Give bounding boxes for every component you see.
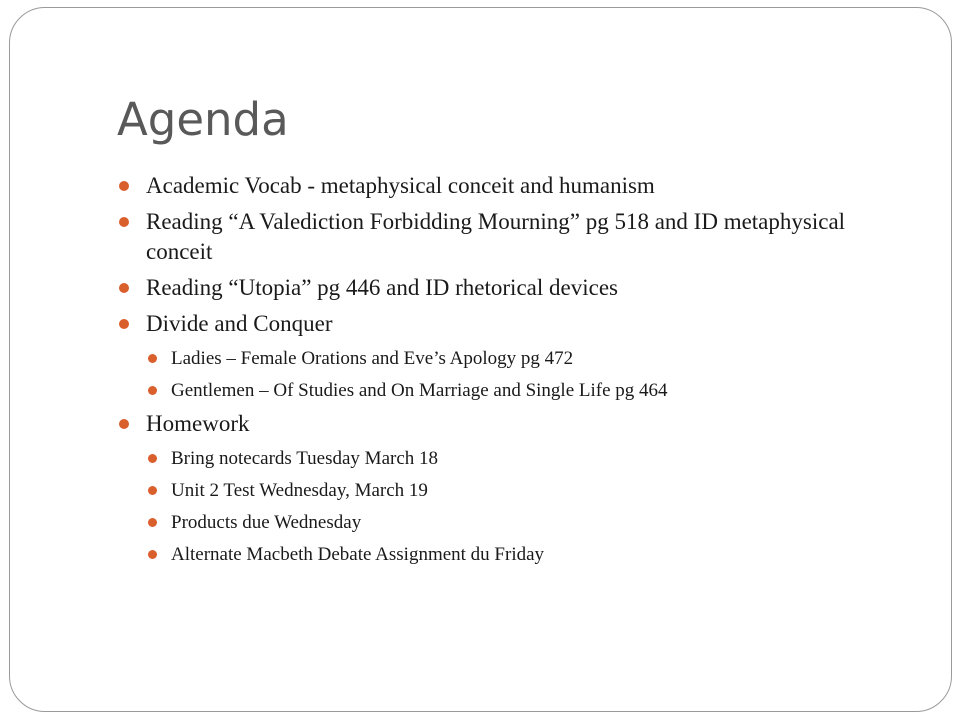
bullet-icon (148, 354, 157, 363)
agenda-item-homework (116, 409, 916, 439)
agenda-item-divide-conquer (116, 309, 916, 339)
slide (9, 7, 952, 712)
agenda-item-text: Reading “Utopia” pg 446 and ID rhetorical devices (146, 275, 618, 300)
sub-item-notecards (116, 447, 916, 471)
agenda-item-valediction (116, 207, 916, 267)
slide-title: Agenda (117, 93, 289, 146)
sub-item-text: Products due Wednesday (171, 512, 362, 533)
agenda-item-text: Academic Vocab - metaphysical conceit and humanism (146, 173, 655, 198)
agenda-list (116, 165, 916, 567)
agenda-item-text: Homework (146, 411, 250, 436)
sub-item-text: Alternate Macbeth Debate Assignment du Friday (171, 544, 545, 565)
agenda-item-text: Reading “A Valediction Forbidding Mourning” pg 518 and ID metaphysical conceit (146, 209, 846, 264)
sub-item-unit-test (116, 479, 916, 503)
sub-item-text: Unit 2 Test Wednesday, March 19 (171, 480, 428, 501)
bullet-icon (119, 181, 129, 191)
agenda-item-vocab (116, 171, 916, 201)
bullet-icon (148, 454, 157, 463)
bullet-icon (148, 518, 157, 527)
bullet-icon (148, 486, 157, 495)
sub-item-products (116, 511, 916, 535)
bullet-icon (119, 283, 129, 293)
sub-item-text: Gentlemen – Of Studies and On Marriage and Single Life pg 464 (171, 380, 668, 401)
bullet-icon (119, 319, 129, 329)
bullet-icon (148, 386, 157, 395)
bullet-icon (119, 217, 129, 227)
sub-item-gentlemen (116, 379, 916, 403)
agenda-item-text: Divide and Conquer (146, 311, 333, 336)
bullet-icon (119, 419, 129, 429)
bullet-icon (148, 550, 157, 559)
agenda-item-utopia (116, 273, 916, 303)
sub-item-macbeth-debate (116, 543, 916, 567)
sub-item-text: Bring notecards Tuesday March 18 (171, 448, 439, 469)
sub-item-text: Ladies – Female Orations and Eve’s Apology pg 472 (171, 348, 574, 369)
sub-item-ladies (116, 347, 916, 371)
